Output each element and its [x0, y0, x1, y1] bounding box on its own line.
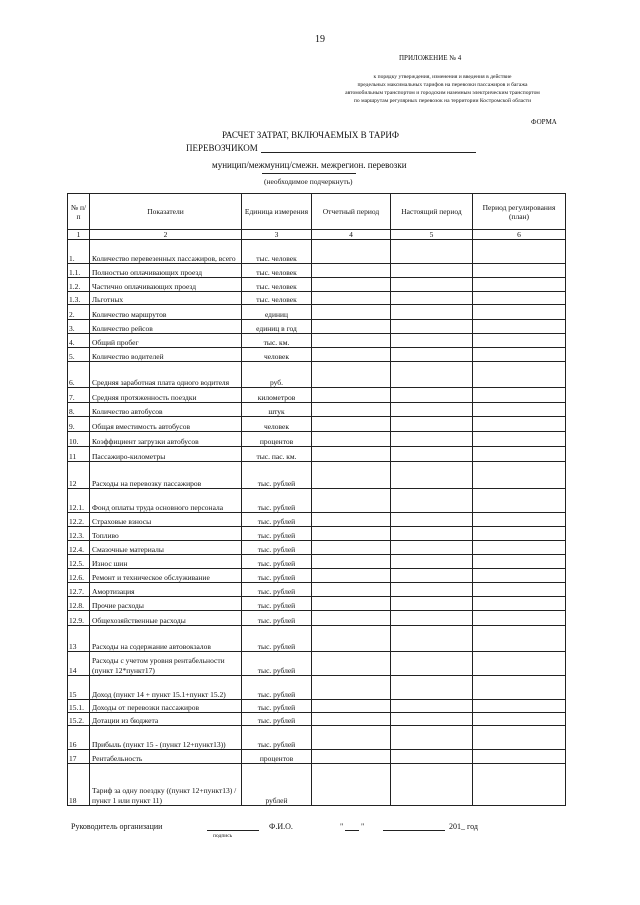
row-number: 6.: [68, 362, 90, 388]
row-indicator: [90, 611, 242, 626]
row-value-reporting-period[interactable]: [312, 240, 391, 264]
row-unit: тыс. рублей: [242, 583, 312, 597]
row-indicator-text: Смазочные материалы: [92, 544, 164, 554]
header-cell-unit: Единица измерения: [242, 194, 312, 230]
column-number: 3: [242, 230, 312, 240]
row-value-reporting-period[interactable]: [312, 513, 391, 527]
row-value-current-period[interactable]: [391, 583, 473, 597]
row-number: 10.: [68, 432, 90, 447]
table-row: [68, 334, 566, 348]
row-value-reporting-period[interactable]: [312, 764, 391, 806]
row-indicator: [90, 305, 242, 320]
row-value-plan-period[interactable]: [473, 541, 566, 555]
row-indicator: [90, 700, 242, 713]
row-number: 12.2.: [68, 513, 90, 527]
signature-caption: подпись: [213, 833, 233, 839]
row-value-plan-period[interactable]: [473, 713, 566, 726]
row-unit: тыс. рублей: [242, 726, 312, 750]
row-value-current-period[interactable]: [391, 750, 473, 764]
header-cell-indicators: Показатели: [90, 194, 242, 230]
row-value-plan-period[interactable]: [473, 348, 566, 362]
table-row: [68, 305, 566, 320]
column-number: 1: [68, 230, 90, 240]
row-value-plan-period[interactable]: [473, 388, 566, 403]
row-indicator-text: Количество перевезенных пассажиров, всего: [92, 253, 236, 263]
row-value-reporting-period[interactable]: [312, 626, 391, 652]
row-value-reporting-period[interactable]: [312, 320, 391, 334]
row-number: 13: [68, 626, 90, 652]
row-value-current-period[interactable]: [391, 597, 473, 611]
row-value-current-period[interactable]: [391, 305, 473, 320]
row-value-reporting-period[interactable]: [312, 417, 391, 432]
row-unit: тыс. человек: [242, 264, 312, 278]
row-value-current-period[interactable]: [391, 569, 473, 583]
row-indicator-text: Прочие расходы: [92, 600, 144, 610]
header-cell-number: № п/п: [68, 194, 90, 230]
row-value-current-period[interactable]: [391, 403, 473, 417]
row-number: 4.: [68, 334, 90, 348]
row-unit: руб.: [242, 362, 312, 388]
row-number: 14: [68, 652, 90, 676]
table-row: [68, 597, 566, 611]
row-value-reporting-period[interactable]: [312, 403, 391, 417]
row-unit: человек: [242, 348, 312, 362]
row-indicator-text: Общехозяйственные расходы: [92, 615, 186, 625]
row-value-current-period[interactable]: [391, 700, 473, 713]
page-number: 19: [315, 34, 325, 45]
row-value-reporting-period[interactable]: [312, 462, 391, 489]
row-indicator-text: Общая вместимость автобусов: [92, 421, 191, 431]
row-unit: тыс. рублей: [242, 462, 312, 489]
appendix-line: к порядку утверждения, изменения и введения в действие: [373, 74, 512, 80]
underline-divider: [262, 173, 356, 174]
row-value-plan-period[interactable]: [473, 513, 566, 527]
table-row: [68, 541, 566, 555]
row-unit: тыс. рублей: [242, 713, 312, 726]
row-indicator: [90, 403, 242, 417]
column-number: 5: [391, 230, 473, 240]
row-value-current-period[interactable]: [391, 417, 473, 432]
carrier-label: ПЕРЕВОЗЧИКОМ: [186, 143, 258, 153]
row-number: 15.2.: [68, 713, 90, 726]
document-title: РАСЧЕТ ЗАТРАТ, ВКЛЮЧАЕМЫХ В ТАРИФ: [222, 130, 400, 140]
date-day-line: [345, 830, 359, 831]
date-month-line: [383, 830, 445, 831]
row-indicator-text: Фонд оплаты труда основного персонала: [92, 502, 224, 512]
row-number: 12.7.: [68, 583, 90, 597]
row-indicator: [90, 652, 242, 676]
row-indicator-text: Доход (пункт 14 + пункт 15.1+пункт 15.2): [92, 689, 226, 699]
row-number: 3.: [68, 320, 90, 334]
row-indicator-text: Полностью оплачивающих проезд: [92, 267, 203, 277]
row-unit: рублей: [242, 764, 312, 806]
row-indicator-text: Доходы от перевозки пассажиров: [92, 702, 200, 712]
row-value-plan-period[interactable]: [473, 447, 566, 462]
row-value-reporting-period[interactable]: [312, 278, 391, 292]
row-value-plan-period[interactable]: [473, 676, 566, 700]
table-row: [68, 417, 566, 432]
row-unit: тыс. рублей: [242, 700, 312, 713]
row-value-plan-period[interactable]: [473, 240, 566, 264]
row-number: 8.: [68, 403, 90, 417]
row-number: 17: [68, 750, 90, 764]
row-value-plan-period[interactable]: [473, 320, 566, 334]
table-row: [68, 569, 566, 583]
row-number: 12.4.: [68, 541, 90, 555]
row-indicator-text: Количество маршрутов: [92, 309, 167, 319]
row-indicator: [90, 278, 242, 292]
row-value-plan-period[interactable]: [473, 264, 566, 278]
table-row: [68, 676, 566, 700]
row-value-plan-period[interactable]: [473, 403, 566, 417]
row-value-reporting-period[interactable]: [312, 541, 391, 555]
row-indicator: [90, 388, 242, 403]
row-indicator: [90, 541, 242, 555]
row-unit: километров: [242, 388, 312, 403]
row-value-reporting-period[interactable]: [312, 700, 391, 713]
row-value-reporting-period[interactable]: [312, 362, 391, 388]
table-row: [68, 278, 566, 292]
row-indicator: [90, 527, 242, 541]
row-value-plan-period[interactable]: [473, 417, 566, 432]
column-number-row: [68, 230, 566, 240]
row-indicator-text: Коэффициент загрузки автобусов: [92, 436, 199, 446]
row-value-reporting-period[interactable]: [312, 676, 391, 700]
row-value-reporting-period[interactable]: [312, 447, 391, 462]
row-indicator: [90, 626, 242, 652]
row-value-plan-period[interactable]: [473, 462, 566, 489]
carrier-name-field-line: [261, 152, 476, 153]
row-indicator-text: Количество автобусов: [92, 406, 163, 416]
row-indicator: [90, 597, 242, 611]
row-number: 12.8.: [68, 597, 90, 611]
row-indicator: [90, 583, 242, 597]
table-row: [68, 403, 566, 417]
row-number: 12.9.: [68, 611, 90, 626]
row-value-current-period[interactable]: [391, 555, 473, 569]
row-unit: тыс. рублей: [242, 652, 312, 676]
date-quote-close: ": [361, 822, 365, 831]
table-row: [68, 652, 566, 676]
row-indicator: [90, 362, 242, 388]
header-cell-current-period: Настоящий период: [391, 194, 473, 230]
row-indicator: [90, 320, 242, 334]
row-value-plan-period[interactable]: [473, 764, 566, 806]
row-value-reporting-period[interactable]: [312, 388, 391, 403]
row-indicator: [90, 489, 242, 513]
row-value-plan-period[interactable]: [473, 292, 566, 305]
form-label: ФОРМА: [531, 118, 557, 126]
row-unit: тыс. рублей: [242, 541, 312, 555]
row-indicator-text: Ремонт и техническое обслуживание: [92, 572, 210, 582]
row-value-plan-period[interactable]: [473, 597, 566, 611]
table-row: [68, 513, 566, 527]
row-indicator-text: Износ шин: [92, 558, 128, 568]
row-indicator: [90, 292, 242, 305]
table-row: [68, 555, 566, 569]
row-value-current-period[interactable]: [391, 362, 473, 388]
row-value-current-period[interactable]: [391, 626, 473, 652]
row-number: 5.: [68, 348, 90, 362]
row-unit: единиц: [242, 305, 312, 320]
row-value-plan-period[interactable]: [473, 652, 566, 676]
row-indicator: [90, 462, 242, 489]
row-value-reporting-period[interactable]: [312, 334, 391, 348]
row-number: 15: [68, 676, 90, 700]
head-of-organization-label: Руководитель организации: [71, 822, 163, 831]
table-row: [68, 583, 566, 597]
row-value-current-period[interactable]: [391, 447, 473, 462]
row-indicator-text: Частично оплачивающих проезд: [92, 281, 197, 291]
cost-calculation-table: [67, 193, 566, 806]
table-row: [68, 626, 566, 652]
row-indicator-text: Средняя протяженность поездки: [92, 392, 197, 402]
row-value-plan-period[interactable]: [473, 489, 566, 513]
table-row: [68, 462, 566, 489]
row-value-current-period[interactable]: [391, 240, 473, 264]
row-unit: тыс. рублей: [242, 527, 312, 541]
row-unit: тыс. рублей: [242, 611, 312, 626]
row-unit: тыс. человек: [242, 292, 312, 305]
row-indicator-text: Льготных: [92, 294, 124, 304]
row-value-plan-period[interactable]: [473, 700, 566, 713]
row-indicator: [90, 555, 242, 569]
row-indicator-text: Топливо: [92, 530, 119, 540]
row-number: 1.3.: [68, 292, 90, 305]
header-cell-plan-period: Период регулирования (план): [473, 194, 566, 230]
table-row: [68, 240, 566, 264]
row-value-current-period[interactable]: [391, 388, 473, 403]
row-indicator: [90, 750, 242, 764]
row-value-plan-period[interactable]: [473, 362, 566, 388]
row-indicator: [90, 240, 242, 264]
row-indicator: [90, 713, 242, 726]
row-number: 2.: [68, 305, 90, 320]
row-value-reporting-period[interactable]: [312, 527, 391, 541]
row-value-current-period[interactable]: [391, 432, 473, 447]
column-number: 4: [312, 230, 391, 240]
table-row: [68, 264, 566, 278]
row-value-current-period[interactable]: [391, 292, 473, 305]
row-indicator-text: Средняя заработная плата одного водителя: [92, 377, 230, 387]
row-value-current-period[interactable]: [391, 527, 473, 541]
row-number: 12.5.: [68, 555, 90, 569]
row-value-current-period[interactable]: [391, 462, 473, 489]
row-value-reporting-period[interactable]: [312, 292, 391, 305]
row-indicator: [90, 513, 242, 527]
row-unit: тыс. рублей: [242, 513, 312, 527]
row-unit: тыс. рублей: [242, 676, 312, 700]
row-number: 12: [68, 462, 90, 489]
row-unit: тыс. человек: [242, 240, 312, 264]
column-number: 6: [473, 230, 566, 240]
row-unit: тыс. рублей: [242, 626, 312, 652]
row-indicator: [90, 764, 242, 806]
appendix-line: по маршрутам регулярных перевозок на территории Костромской области: [353, 98, 532, 104]
row-indicator: [90, 264, 242, 278]
row-value-current-period[interactable]: [391, 652, 473, 676]
row-unit: единиц в год: [242, 320, 312, 334]
row-indicator-text: Дотации из бюджета: [92, 715, 159, 725]
year-label: 201_ год: [449, 822, 478, 831]
row-value-reporting-period[interactable]: [312, 597, 391, 611]
row-value-plan-period[interactable]: [473, 583, 566, 597]
row-number: 12.1.: [68, 489, 90, 513]
row-indicator-text: Прибыль (пункт 15 - (пункт 12+пункт13)): [92, 739, 226, 749]
row-value-current-period[interactable]: [391, 713, 473, 726]
row-indicator: [90, 447, 242, 462]
row-indicator: [90, 334, 242, 348]
row-number: 12.6.: [68, 569, 90, 583]
table-row: [68, 764, 566, 806]
row-unit: тыс. рублей: [242, 555, 312, 569]
row-value-plan-period[interactable]: [473, 432, 566, 447]
row-indicator: [90, 348, 242, 362]
signature-line: [207, 830, 259, 831]
row-value-reporting-period[interactable]: [312, 489, 391, 513]
transport-types-text: муницип/межмуниц/смежн. межрегион. перевозки: [212, 160, 407, 170]
row-value-plan-period[interactable]: [473, 278, 566, 292]
table-row: [68, 750, 566, 764]
row-unit: тыс. рублей: [242, 569, 312, 583]
row-number: 1.1.: [68, 264, 90, 278]
row-value-reporting-period[interactable]: [312, 652, 391, 676]
row-value-current-period[interactable]: [391, 348, 473, 362]
table-row: [68, 700, 566, 713]
table-row: [68, 713, 566, 726]
row-indicator-text: Расходы с учетом уровня рентабельности (пункт 12*пункт17): [92, 656, 225, 675]
header-cell-reporting-period: Отчетный период: [312, 194, 391, 230]
table-row: [68, 388, 566, 403]
row-unit: тыс. пас. км.: [242, 447, 312, 462]
row-value-current-period[interactable]: [391, 334, 473, 348]
row-value-plan-period[interactable]: [473, 750, 566, 764]
row-indicator-text: Общий пробег: [92, 337, 139, 347]
row-value-reporting-period[interactable]: [312, 569, 391, 583]
row-indicator-text: Расходы на перевозку пассажиров: [92, 478, 202, 488]
table-row: [68, 432, 566, 447]
row-value-plan-period[interactable]: [473, 611, 566, 626]
table-row: [68, 447, 566, 462]
row-number: 11: [68, 447, 90, 462]
table-row: [68, 348, 566, 362]
row-number: 1.: [68, 240, 90, 264]
row-value-plan-period[interactable]: [473, 305, 566, 320]
row-value-reporting-period[interactable]: [312, 264, 391, 278]
row-unit: тыс. км.: [242, 334, 312, 348]
row-value-current-period[interactable]: [391, 278, 473, 292]
row-indicator-text: Рентабельность: [92, 753, 143, 763]
column-number: 2: [90, 230, 242, 240]
table-row: [68, 726, 566, 750]
row-indicator: [90, 432, 242, 447]
row-value-reporting-period[interactable]: [312, 611, 391, 626]
row-value-plan-period[interactable]: [473, 626, 566, 652]
row-indicator: [90, 569, 242, 583]
row-indicator-text: Количество рейсов: [92, 323, 153, 333]
row-value-plan-period[interactable]: [473, 569, 566, 583]
row-value-reporting-period[interactable]: [312, 726, 391, 750]
date-quote-open: ": [340, 822, 344, 831]
row-indicator: [90, 726, 242, 750]
row-value-current-period[interactable]: [391, 320, 473, 334]
row-unit: тыс. человек: [242, 278, 312, 292]
row-value-reporting-period[interactable]: [312, 555, 391, 569]
row-number: 9.: [68, 417, 90, 432]
table-row: [68, 362, 566, 388]
row-unit: тыс. рублей: [242, 597, 312, 611]
row-unit: процентов: [242, 750, 312, 764]
table-row: [68, 292, 566, 305]
row-unit: тыс. рублей: [242, 489, 312, 513]
table-row: [68, 527, 566, 541]
table-row: [68, 611, 566, 626]
row-value-current-period[interactable]: [391, 264, 473, 278]
row-value-current-period[interactable]: [391, 676, 473, 700]
row-value-reporting-period[interactable]: [312, 348, 391, 362]
row-value-current-period[interactable]: [391, 611, 473, 626]
row-value-current-period[interactable]: [391, 489, 473, 513]
row-indicator-text: Амортизация: [92, 586, 135, 596]
row-value-reporting-period[interactable]: [312, 305, 391, 320]
row-value-plan-period[interactable]: [473, 527, 566, 541]
fio-label: Ф.И.О.: [269, 822, 293, 831]
appendix-title: ПРИЛОЖЕНИЕ № 4: [399, 54, 462, 62]
row-indicator-text: Тариф за одну поездку ((пункт 12+пункт13) / пункт 1 или пункт 11): [92, 786, 237, 805]
row-value-current-period[interactable]: [391, 541, 473, 555]
row-indicator-text: Расходы на содержание автовокзалов: [92, 641, 211, 651]
row-indicator-text: Пассажиро-километры: [92, 451, 166, 461]
appendix-line: автомобильным транспортом и городским наземным электрическим транспортом: [345, 90, 540, 96]
row-value-reporting-period[interactable]: [312, 713, 391, 726]
row-value-current-period[interactable]: [391, 764, 473, 806]
appendix-line: предельных максимальных тарифов на перевозки пассажиров и багажа: [357, 82, 528, 88]
underline-note: (необходимое подчеркнуть): [264, 177, 353, 186]
row-value-plan-period[interactable]: [473, 334, 566, 348]
row-unit: штук: [242, 403, 312, 417]
row-unit: человек: [242, 417, 312, 432]
row-value-reporting-period[interactable]: [312, 750, 391, 764]
row-unit: процентов: [242, 432, 312, 447]
row-indicator-text: Страховые взносы: [92, 516, 152, 526]
row-value-plan-period[interactable]: [473, 726, 566, 750]
row-number: 1.2.: [68, 278, 90, 292]
row-value-plan-period[interactable]: [473, 555, 566, 569]
row-value-reporting-period[interactable]: [312, 432, 391, 447]
table-row: [68, 320, 566, 334]
row-indicator: [90, 417, 242, 432]
row-value-reporting-period[interactable]: [312, 583, 391, 597]
row-number: 15.1.: [68, 700, 90, 713]
table-row: [68, 489, 566, 513]
row-indicator-text: Количество водителей: [92, 351, 164, 361]
row-indicator: [90, 676, 242, 700]
row-number: 12.3.: [68, 527, 90, 541]
row-number: 18: [68, 764, 90, 806]
row-number: 16: [68, 726, 90, 750]
row-value-current-period[interactable]: [391, 726, 473, 750]
row-value-current-period[interactable]: [391, 513, 473, 527]
row-number: 7.: [68, 388, 90, 403]
